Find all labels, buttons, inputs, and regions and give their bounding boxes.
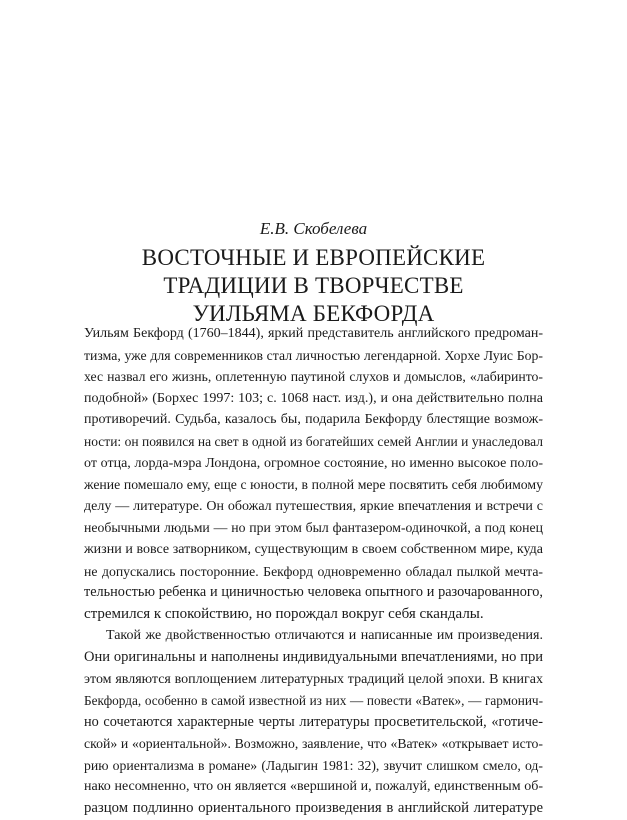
body-line: тельностью ребенка и циничностью человека опытного и разочарованного, — [84, 584, 543, 601]
body-line: стремился к спокойствию, но порождал вокруг себя скандалы. — [84, 605, 484, 622]
body-line: жение помешало ему, еще с юности, в полной мере посвятить себя любимому — [84, 477, 543, 493]
article-title — [0, 244, 627, 328]
author-name: Е.В. Скобелева — [259, 219, 368, 238]
body-line: хес назвал его жизнь, оплетенную паутиной слухов и домыслов, «лабиринто- — [84, 369, 543, 385]
article-body — [84, 323, 543, 820]
body-line: рию ориентализма в романе» (Ладыгин 1981: 32), звучит слишком смело, од- — [84, 757, 543, 773]
body-line: разцом подлинно ориентального произведения в английской литературе — [84, 800, 543, 817]
body-line: Они оригинальны и наполнены индивидуальными впечатлениями, но при — [84, 648, 543, 665]
body-line: Такой же двойственностью отличаются и написанные им произведения. — [106, 628, 543, 644]
body-line: делу — литературе. Он обожал путешествия, яркие впечатления и встречи с — [84, 498, 543, 514]
title-line: ТРАДИЦИИ В ТВОРЧЕСТВЕ — [163, 273, 464, 298]
title-line: ВОСТОЧНЫЕ И ЕВРОПЕЙСКИЕ — [141, 245, 486, 270]
body-line: но сочетаются характерные черты литературы просветительской, «готиче- — [84, 713, 543, 730]
body-line: этом являются воплощением литературных традиций целой эпохи. В книгах — [84, 671, 543, 687]
body-line: ности: он появился на свет в одной из богатейших семей Англии и унаследовал — [84, 433, 543, 449]
body-line: жизни и вовсе затворником, существующим в своем собственном мире, куда — [84, 541, 543, 557]
body-line: нако несомненно, что он является «вершиной и, пожалуй, единственным об- — [84, 779, 543, 795]
body-line: не допускались посторонние. Бекфорд одновременно обладал пылкой мечта- — [84, 563, 543, 579]
body-line: тизма, уже для современников стал личностью легендарной. Хорхе Луис Бор- — [84, 347, 543, 363]
body-line: подобной» (Борхес 1997: 103; с. 1068 наст. изд.), и она действительно полна — [84, 390, 543, 406]
body-line: Уильям Бекфорд (1760–1844), яркий представитель английского предроман- — [84, 326, 543, 341]
body-line: от отца, лорда-мэра Лондона, огромное состояние, но именно высокое поло- — [84, 455, 543, 471]
body-line: необычными людьми — но при этом был фантазером-одиночкой, а под конец — [84, 520, 543, 536]
body-line: ской» и «ориентальной». Возможно, заявление, что «Ватек» «открывает исто- — [84, 736, 543, 752]
title-line: УИЛЬЯМА БЕКФОРДА — [192, 301, 435, 326]
body-line: Бекфорда, особенно в самой известной из них — повести «Ватек», — гармонич- — [84, 693, 543, 709]
body-line: противоречий. Судьба, казалось бы, подарила Бекфорду блестящие возмож- — [84, 412, 543, 428]
